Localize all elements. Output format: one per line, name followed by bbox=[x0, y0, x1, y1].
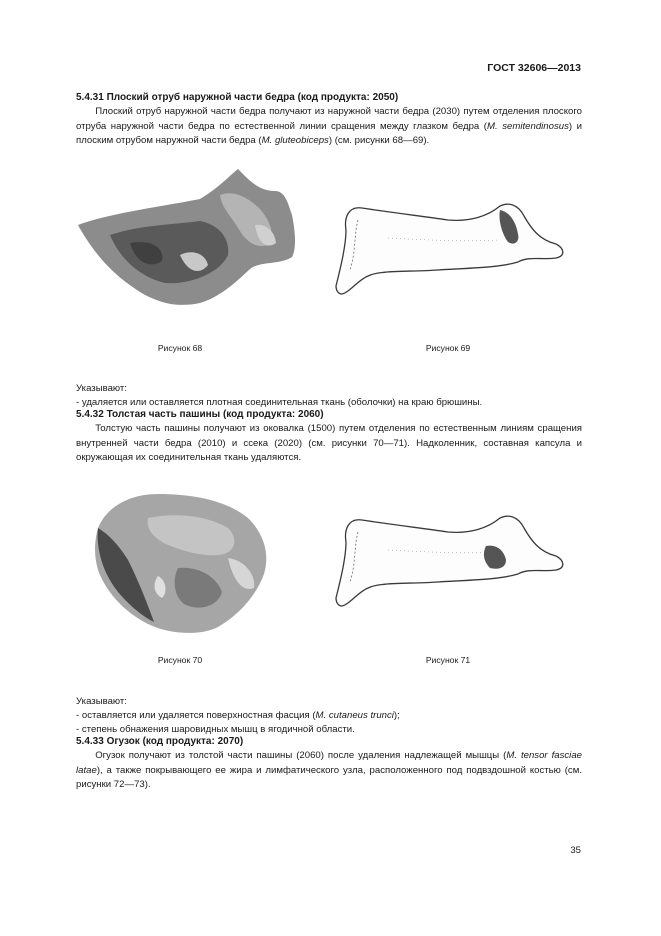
figure-69-caption: Рисунок 69 bbox=[425, 343, 471, 353]
standard-header: ГОСТ 32606—2013 bbox=[487, 62, 581, 74]
section-heading-5433: 5.4.33 Огузок (код продукта: 2070) bbox=[76, 736, 244, 747]
notes-1-lead: Указывают: bbox=[76, 383, 127, 394]
page-number: 35 bbox=[570, 845, 581, 856]
figure-70-image bbox=[88, 488, 273, 638]
section-5433-paragraph: Огузок получают из толстой части пашины (2060) после удаления надлежащей мышцы (M. tensor fasciae latae), а также покрывающего ее жира и лимфатического узла, расположенного под подвздошной костью (см. рисунки 72—73). bbox=[76, 750, 582, 790]
figure-70-caption: Рисунок 70 bbox=[157, 655, 203, 665]
notes-2-item-1: - оставляется или удаляется поверхностная фасция (M. cutaneus trunci); bbox=[76, 710, 400, 721]
figure-68-image bbox=[70, 165, 300, 325]
section-5432-paragraph: Толстую часть пашины получают из оковалка (1500) путем отделения по естественным линиям сращения внутренней части бедра (2010) и ссека (2020) (см. рисунки 70—71). Надколенник, составная капсула и окружающая их соединительная ткань удаляются. bbox=[76, 423, 582, 463]
notes-2-item-2: - степень обнажения шаровидных мышц в ягодичной области. bbox=[76, 724, 355, 735]
figure-68-caption: Рисунок 68 bbox=[157, 343, 203, 353]
notes-1-item: - удаляется или оставляется плотная соединительная ткань (оболочки) на краю брюшины. bbox=[76, 397, 483, 408]
figure-71-caption: Рисунок 71 bbox=[425, 655, 471, 665]
figure-71-image bbox=[328, 512, 568, 607]
section-5431-paragraph: Плоский отруб наружной части бедра получают из наружной части бедра (2030) путем отделения плоского отруба наружной части бедра по естественной линии сращения между глазком бедра (M. semitendinosus) и плоским отрубом наружной части бедра (M. gluteobiceps) (см. рисунки 68—69). bbox=[76, 106, 582, 146]
section-heading-5431: 5.4.31 Плоский отруб наружной части бедра (код продукта: 2050) bbox=[76, 92, 399, 103]
notes-2-lead: Указывают: bbox=[76, 696, 127, 707]
section-heading-5432: 5.4.32 Толстая часть пашины (код продукта: 2060) bbox=[76, 409, 324, 420]
figure-69-image bbox=[328, 200, 568, 295]
